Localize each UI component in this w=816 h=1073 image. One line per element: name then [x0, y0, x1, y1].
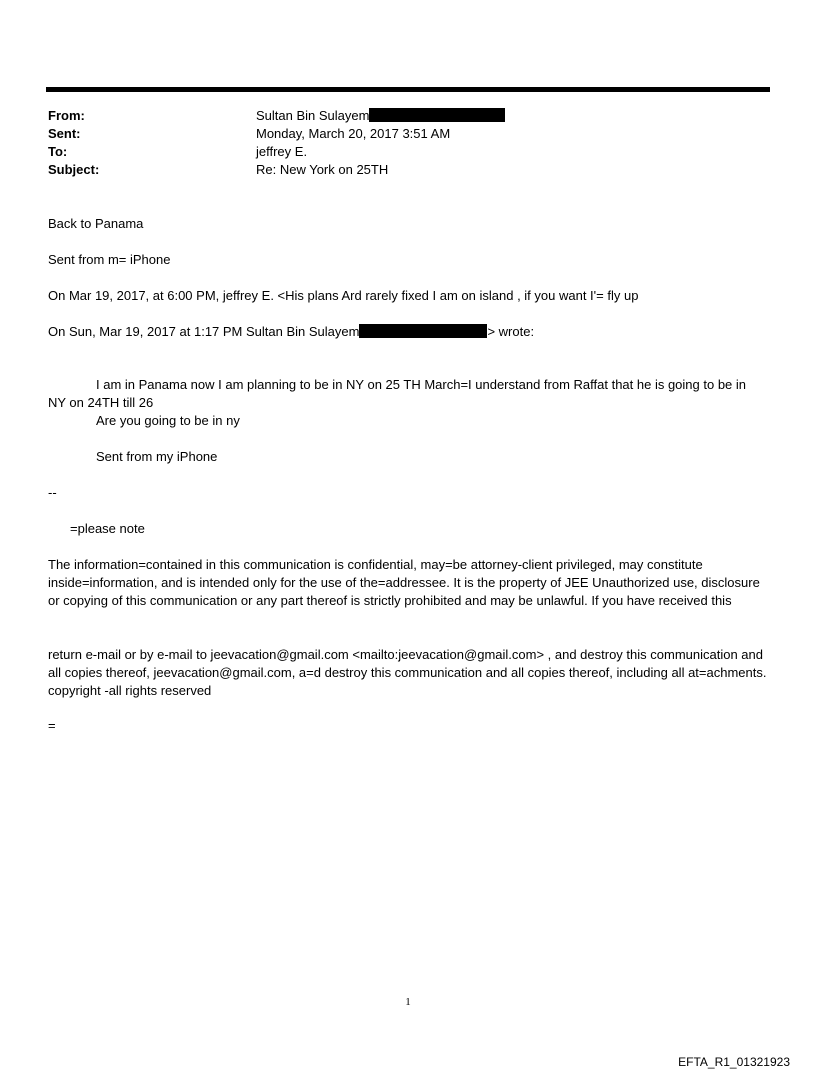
quoted-line: Sent from my iPhone [96, 449, 218, 464]
quote-header-suffix: > wrote: [487, 324, 535, 339]
quoted-line: Are you going to be in ny [96, 413, 240, 428]
note-line: =please note [70, 521, 145, 536]
separator: -- [48, 485, 57, 500]
redaction-box [369, 108, 505, 122]
disclaimer-paragraph: return e-mail or by e-mail to jeevacation@gmail.com <mailto:jeevacation@gmail.com> , and destroy this communication and all copies thereof, jeevacation@gmail.com, a=d destroy this communication and all copies thereof, including all at=achments. copyright -all rights reserved [48, 647, 767, 698]
body-line: Back to Panama [48, 216, 144, 231]
from-label: From: [48, 108, 85, 123]
to-value: jeffrey E. [256, 144, 308, 159]
body-line: Sent from m= iPhone [48, 252, 171, 267]
quoted-line: I am in Panama now I am planning to be in NY on 25 TH March=I understand from Raffat that he is going to be in [96, 377, 747, 392]
body-line: On Mar 19, 2017, at 6:00 PM, jeffrey E. <His plans Ard rarely fixed I am on island , if you want I'= fly up [48, 288, 639, 303]
disclaimer-paragraph: The information=contained in this communication is confidential, may=be attorney-client privileged, may constitute inside=information, and is intended only for the use of the=addressee. It is the property of JEE Unauthorized use, disclosure or copying of this communication or any part thereof is strictly prohibited and may be unlawful. If you have received this [48, 557, 760, 608]
subject-label: Subject: [48, 162, 100, 177]
quote-header-prefix: On Sun, Mar 19, 2017 at 1:17 PM Sultan Bin Sulayem [48, 324, 360, 339]
from-name: Sultan Bin Sulayem [256, 108, 370, 123]
sent-label: Sent: [48, 126, 81, 141]
quote-header [48, 323, 534, 341]
to-label: To: [48, 144, 68, 159]
subject-value: Re: New York on 25TH [256, 162, 389, 177]
quoted-line: NY on 24TH till 26 [48, 395, 154, 410]
bates-stamp: EFTA_R1_01321923 [678, 1055, 790, 1069]
sent-value: Monday, March 20, 2017 3:51 AM [256, 126, 451, 141]
from-value [256, 107, 505, 125]
page-number: 1 [405, 996, 411, 1008]
redaction-box [359, 324, 487, 338]
trailer: = [48, 718, 56, 733]
header-rule [46, 87, 770, 92]
